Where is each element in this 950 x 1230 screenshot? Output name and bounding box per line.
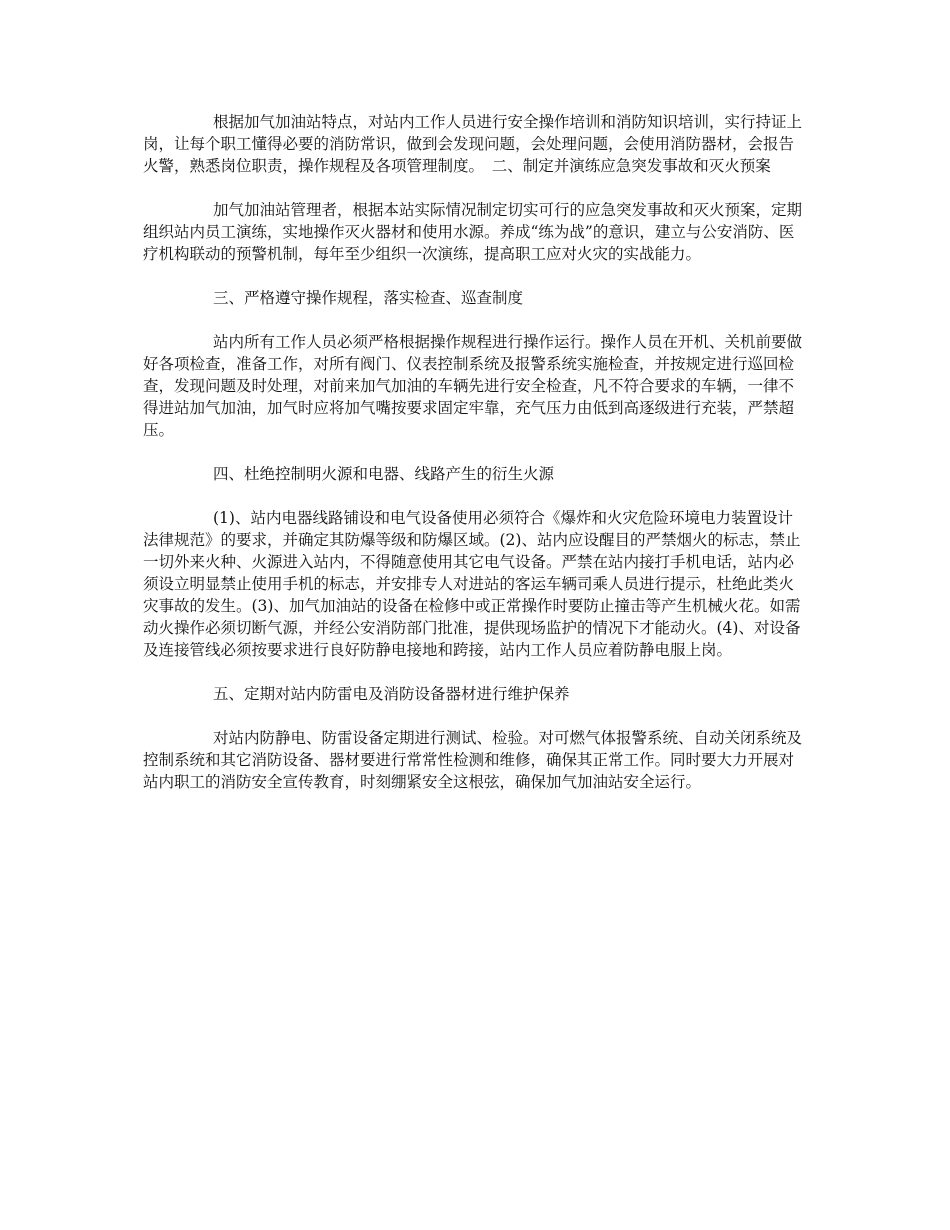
section-heading-operation-rules: 三、严格遵守操作规程，落实检查、巡查制度: [213, 289, 524, 307]
paragraph-fire-sources: (1)、站内电器线路铺设和电气设备使用必须符合《爆炸和火灾危险环境电力装置设计法律规范》的要求，并确定其防爆等级和防爆区域。(2)、站内应设醒目的严禁烟火的标志，禁止一切外来火种、火源进入站内，不得随意使用其它电气设备。严禁在站内接打手机电话，站内必须设立明显禁止使用手机的标志，并安排专人对进站的客运车辆司乘人员进行提示，杜绝此类火灾事故的发生。(3)、加气加油站的设备在检修中或正常操作时要防止撞击等产生机械火花。如需动火操作必须切断气源，并经公安消防部门批准，提供现场监护的情况下才能动火。(4)、对设备及连接管线必须按要求进行良好防静电接地和跨接，站内工作人员应着防静电服上岗。: [143, 509, 801, 659]
paragraph-training: 根据加气加油站特点，对站内工作人员进行安全操作培训和消防知识培训，实行持证上岗，让每个职工懂得必要的消防常识，做到会发现问题，会处理问题，会使用消防器材，会报告火警，熟悉岗位职责，操作规程及各项管理制度。 二、制定并演练应急突发事故和灭火预案: [143, 113, 803, 175]
section-heading-fire-sources: 四、杜绝控制明火源和电器、线路产生的衍生火源: [213, 465, 555, 483]
paragraph-emergency-plan: 加气加油站管理者，根据本站实际情况制定切实可行的应急突发事故和灭火预案，定期组织站内员工演练，实地操作灭火器材和使用水源。养成“练为战”的意识，建立与公安消防、医疗机构联动的预警机制，每年至少组织一次演练，提高职工应对火灾的实战能力。: [143, 201, 803, 263]
section-heading-maintenance: 五、定期对站内防雷电及消防设备器材进行维护保养: [213, 685, 570, 703]
document-body: [143, 111, 808, 815]
paragraph-operation-rules: 站内所有工作人员必须严格根据操作规程进行操作运行。操作人员在开机、关机前要做好各项检查，准备工作，对所有阀门、仪表控制系统及报警系统实施检查，并按规定进行巡回检查，发现问题及时处理，对前来加气加油的车辆先进行安全检查，凡不符合要求的车辆，一律不得进站加气加油，加气时应将加气嘴按要求固定牢靠，充气压力由低到高逐级进行充装，严禁超压。: [143, 333, 803, 439]
paragraph-maintenance: 对站内防静电、防雷设备定期进行测试、检验。对可燃气体报警系统、自动关闭系统及控制系统和其它消防设备、器材要进行常常性检测和维修，确保其正常工作。同时要大力开展对站内职工的消防安全宣传教育，时刻绷紧安全这根弦，确保加气加油站安全运行。: [143, 729, 803, 791]
